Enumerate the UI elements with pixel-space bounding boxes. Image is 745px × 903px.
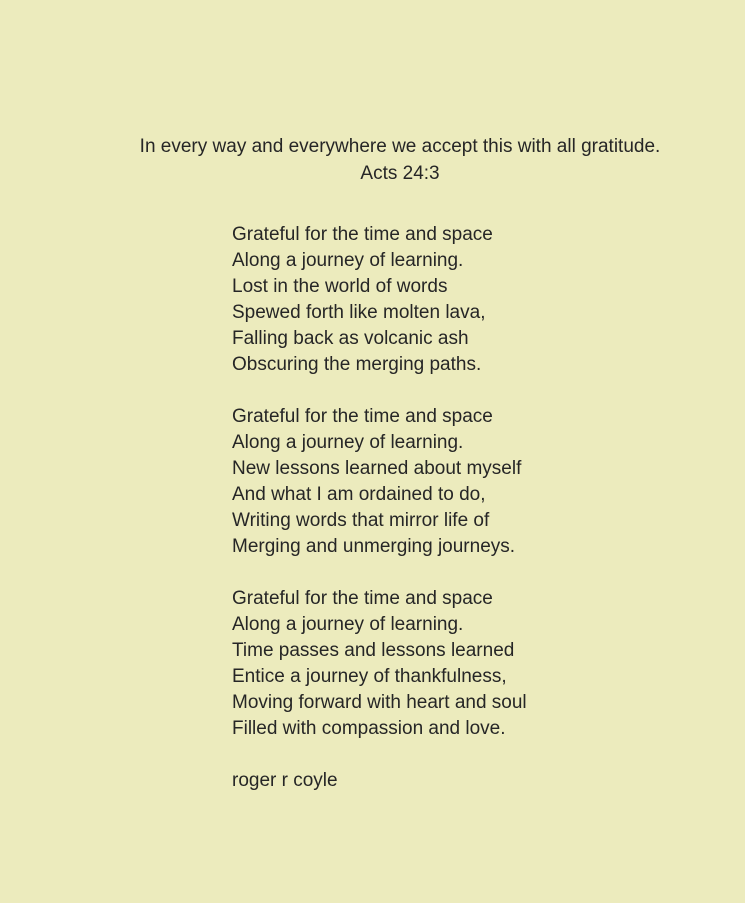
poem-line: Time passes and lessons learned bbox=[232, 640, 515, 661]
poem-line: Along a journey of learning. bbox=[232, 432, 464, 453]
poem-body bbox=[232, 222, 527, 794]
poem-line: Grateful for the time and space bbox=[232, 224, 493, 245]
poem-line: Along a journey of learning. bbox=[232, 614, 464, 635]
poem-line: Lost in the world of words bbox=[232, 276, 448, 297]
header-scripture-reference: Acts 24:3 bbox=[360, 163, 440, 184]
poem-line: And what I am ordained to do, bbox=[232, 484, 486, 505]
poem-line: Filled with compassion and love. bbox=[232, 718, 506, 739]
poem-line: Entice a journey of thankfulness, bbox=[232, 666, 507, 687]
poem-line: Merging and unmerging journeys. bbox=[232, 536, 516, 557]
poem-line: New lessons learned about myself bbox=[232, 458, 522, 479]
poem-line: Spewed forth like molten lava, bbox=[232, 302, 486, 323]
stanza-2 bbox=[232, 404, 527, 560]
stanza-1 bbox=[232, 222, 527, 378]
poem-line: Moving forward with heart and soul bbox=[232, 692, 527, 713]
poem-line: Along a journey of learning. bbox=[232, 250, 464, 271]
poem-header bbox=[55, 133, 745, 187]
stanza-3 bbox=[232, 586, 527, 742]
poem-line: Writing words that mirror life of bbox=[232, 510, 490, 531]
poem-line: Grateful for the time and space bbox=[232, 588, 493, 609]
poem-line: Falling back as volcanic ash bbox=[232, 328, 469, 349]
header-quote: In every way and everywhere we accept this with all gratitude. bbox=[139, 136, 661, 157]
poem-line: Obscuring the merging paths. bbox=[232, 354, 482, 375]
author-signature: roger r coyle bbox=[232, 770, 338, 791]
poem-line: Grateful for the time and space bbox=[232, 406, 493, 427]
